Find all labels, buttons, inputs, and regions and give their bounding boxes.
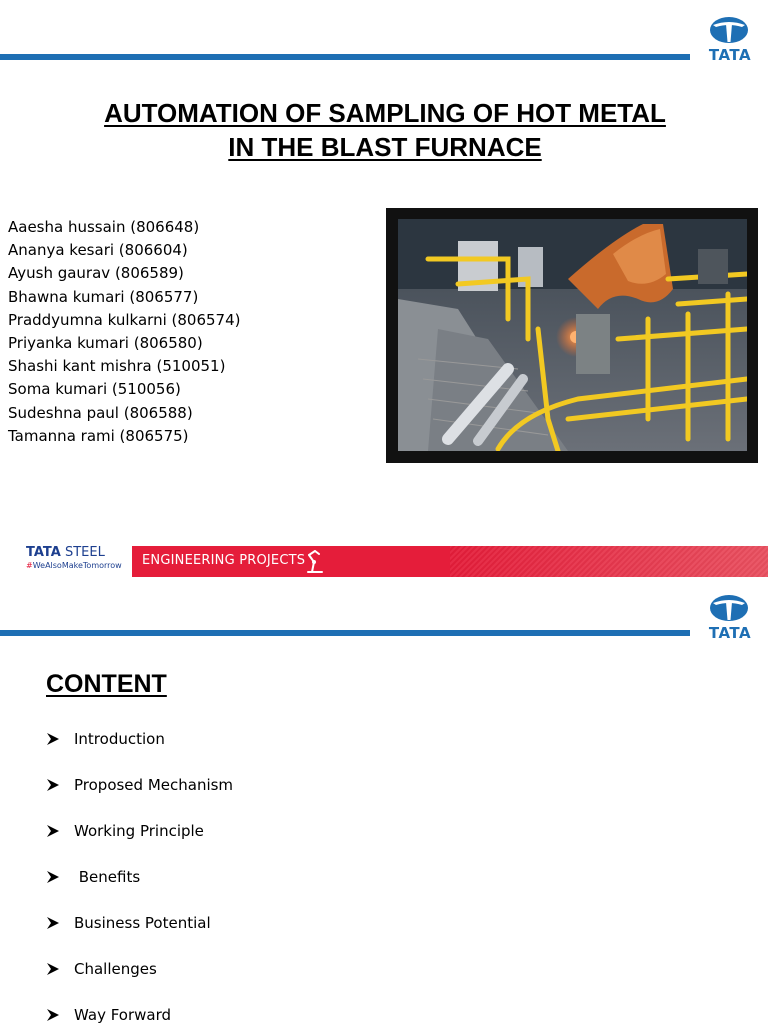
team-member: Tamanna rami (806575)	[8, 426, 189, 445]
tata-logo	[698, 14, 758, 64]
blast-furnace-photo	[386, 208, 758, 463]
toc-item-label: Business Potential	[74, 914, 211, 932]
tata-wordmark: TATA	[708, 624, 752, 642]
tata-wordmark: TATA	[708, 46, 752, 64]
arrow-bullet-icon	[46, 732, 60, 746]
team-member: Soma kumari (510056)	[8, 380, 181, 399]
content-heading: CONTENT	[46, 670, 167, 698]
engineering-projects-bar	[132, 546, 768, 577]
team-member-list	[8, 216, 240, 448]
toc-item-label: Way Forward	[74, 1006, 172, 1024]
tata-steel-tagline: #WeAlsoMakeTomorrow	[26, 561, 122, 570]
robot-arm-icon	[304, 548, 326, 574]
arrow-bullet-icon	[46, 778, 60, 792]
tata-steel-brand	[26, 545, 122, 570]
top-rule	[0, 54, 690, 60]
presentation-title	[40, 96, 730, 164]
toc-item-label: Challenges	[74, 960, 157, 978]
toc-item-label: Proposed Mechanism	[74, 776, 234, 794]
title-line-2: IN THE BLAST FURNACE	[228, 132, 542, 162]
team-member: Ananya kesari (806604)	[8, 241, 188, 260]
content-slide	[0, 590, 768, 1024]
toc-item-label: Working Principle	[74, 822, 204, 840]
engineering-projects-label: ENGINEERING PROJECTS	[142, 553, 306, 568]
team-member: Praddyumna kulkarni (806574)	[8, 310, 241, 329]
title-line-1: AUTOMATION OF SAMPLING OF HOT METAL	[104, 98, 666, 128]
team-member: Bhawna kumari (806577)	[8, 287, 199, 306]
team-member: Sudeshna paul (806588)	[8, 403, 193, 422]
arrow-bullet-icon	[46, 1008, 60, 1022]
arrow-bullet-icon	[46, 916, 60, 930]
team-member: Ayush gaurav (806589)	[8, 264, 184, 283]
tata-emblem-icon	[698, 14, 758, 46]
top-rule	[0, 630, 690, 636]
arrow-bullet-icon	[46, 962, 60, 976]
tata-logo	[698, 592, 758, 642]
toc-item-label: Introduction	[74, 730, 165, 748]
furnace-floor-illustration	[398, 219, 747, 451]
toc-item-label: Benefits	[74, 868, 141, 886]
tata-emblem-icon	[698, 592, 758, 624]
tata-steel-name: TATA STEEL	[26, 545, 105, 560]
team-member: Priyanka kumari (806580)	[8, 334, 203, 353]
arrow-bullet-icon	[46, 870, 60, 884]
footer-banner	[0, 540, 768, 577]
arrow-bullet-icon	[46, 824, 60, 838]
team-member: Aaesha hussain (806648)	[8, 218, 200, 236]
team-member: Shashi kant mishra (510051)	[8, 357, 226, 376]
